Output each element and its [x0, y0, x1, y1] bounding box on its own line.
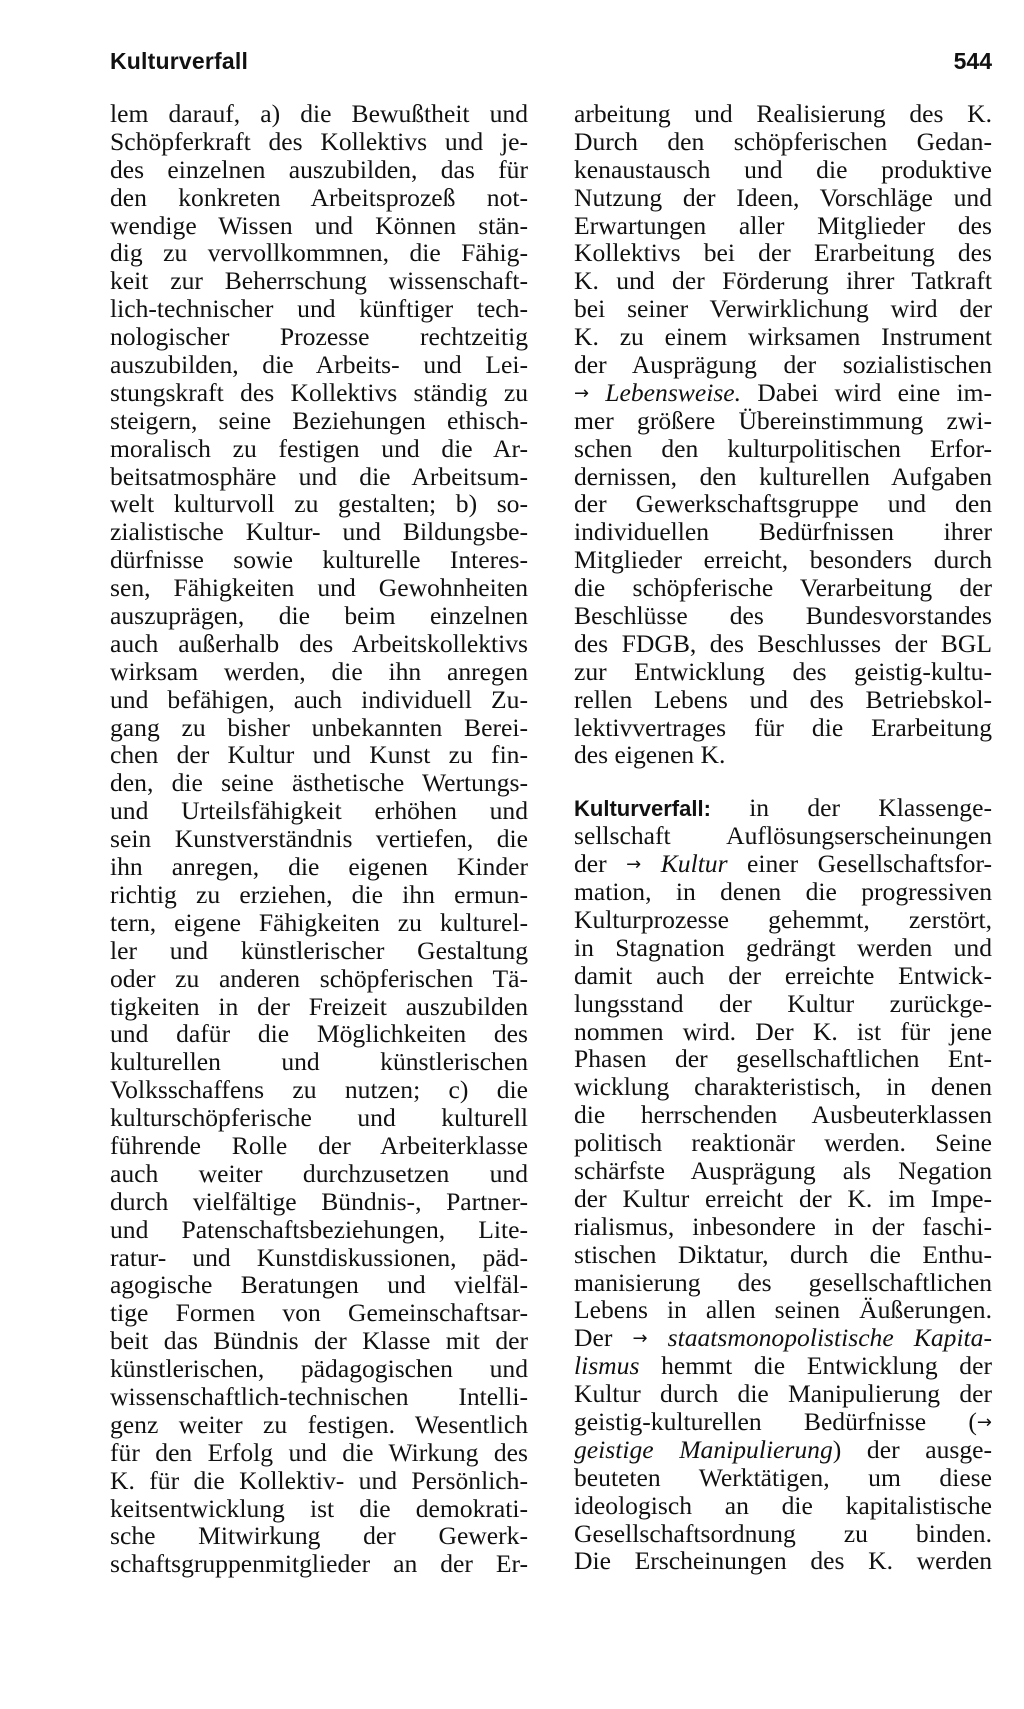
text-line: kenaustausch und die produktive	[574, 154, 992, 184]
text-line: der Ausprägung der sozialistischen	[574, 350, 992, 380]
text-line: wendige Wissen und Können stän-	[110, 210, 528, 240]
entry-kulturverfall	[574, 794, 992, 1575]
text-line: geistig-kulturellen Bedürfnisse (→	[574, 1406, 992, 1436]
text-line: lektivvertrages für die Erarbeitung	[574, 712, 992, 742]
text-line: geistige Manipulierung) der ausge-	[574, 1434, 993, 1464]
entry-gap	[574, 769, 992, 794]
text-line: arbeitung und Realisierung des K.	[574, 99, 992, 128]
text-line: die herrschenden Ausbeuterklassen	[574, 1100, 992, 1130]
text-line: Mitglieder erreicht, besonders durch	[574, 545, 992, 575]
text-line: für den Erfolg und die Wirkung des	[110, 1437, 528, 1467]
text-line: wirksam werden, die ihn anregen	[110, 656, 528, 686]
cross-reference-smk: staatsmonopolistische Kapita-	[667, 1323, 992, 1353]
text-line: keit zur Beherrschung wissenschaft-	[110, 266, 528, 296]
text-line: richtig zu erziehen, die ihn ermun-	[110, 879, 528, 909]
text-line: der → Kultur einer Gesellschaftsfor-	[574, 849, 992, 879]
cross-reference-arrow-icon: →	[574, 382, 590, 404]
text-line: auszubilden, die Arbeits- und Lei-	[110, 350, 528, 380]
text-line: der Kultur erreicht der K. im Impe-	[574, 1183, 992, 1213]
text-line: wicklung charakteristisch, in denen	[574, 1072, 992, 1102]
running-head	[110, 48, 992, 80]
text-line: Lebens in allen seinen Äußerungen.	[574, 1295, 992, 1325]
cross-reference-arrow-icon: →	[632, 1328, 648, 1350]
text-line: beitsatmosphäre und die Arbeitsum-	[110, 461, 528, 491]
page-number: 544	[953, 48, 992, 74]
right-column	[574, 100, 992, 1575]
text-line: den konkreten Arbeitsprozeß not-	[110, 182, 528, 212]
text-line: zur Entwicklung des geistig-kultu-	[574, 656, 992, 686]
text-line: schen den kulturpolitischen Erfor-	[574, 433, 992, 463]
text-line: sein Kunstverständnis vertiefen, die	[110, 824, 528, 854]
text-line: dernissen, den kulturellen Aufgaben	[574, 461, 992, 491]
text-line: Kulturprozesse gehemmt, zerstört,	[574, 904, 992, 934]
text-line: tern, eigene Fähigkeiten zu kulturel-	[110, 907, 528, 937]
text-line: beit das Bündnis der Klasse mit der	[110, 1326, 528, 1356]
text-line: ler und künstlerischer Gestaltung	[110, 935, 528, 965]
text-line: Schöpferkraft des Kollektivs und je-	[110, 126, 528, 156]
cross-reference-kultur: Kultur	[660, 849, 728, 879]
text-line: ihn anregen, die eigenen Kinder	[110, 852, 528, 882]
text-line: steigern, seine Beziehungen ethisch-	[110, 405, 528, 435]
text-line: Phasen der gesellschaftlichen Ent-	[574, 1044, 992, 1074]
cross-reference-lebensweise: Lebensweise.	[605, 377, 742, 407]
text-line: Der → staatsmonopolistische Kapita-	[574, 1323, 992, 1353]
text-line: bei seiner Verwirklichung wird der	[574, 294, 992, 324]
text-line: des eigenen K.	[574, 740, 726, 770]
text-line: sche Mitwirkung der Gewerk-	[110, 1521, 528, 1551]
cross-reference-arrow-icon: →	[626, 854, 642, 876]
text-line: Beschlüsse des Bundesvorstandes	[574, 601, 992, 631]
text-line: tigkeiten in der Freizeit auszubilden	[110, 991, 528, 1021]
text-line: gang zu bisher unbekannten Berei-	[110, 712, 528, 742]
text-line: moralisch zu festigen und die Ar-	[110, 433, 528, 463]
text-line: oder zu anderen schöpferischen Tä-	[110, 963, 528, 993]
text-line: wissenschaftlich-technischen Intelli-	[110, 1381, 528, 1411]
cross-reference-smk-cont: lismus	[574, 1351, 640, 1381]
text-line: Durch den schöpferischen Gedan-	[574, 126, 992, 156]
text-line: der Gewerkschaftsgruppe und den	[574, 489, 992, 519]
text-line: dürfnisse sowie kulturelle Interes-	[110, 545, 528, 575]
text-line: und Patenschaftsbeziehungen, Lite-	[110, 1214, 528, 1244]
text-line: rialismus, inbesondere in der faschi-	[574, 1211, 992, 1241]
left-column	[110, 100, 528, 1578]
text-line: nologischer Prozesse rechtzeitig	[110, 322, 528, 352]
entry-headword: Kulturverfall:	[574, 796, 711, 822]
text-line: des FDGB, des Beschlusses der BGL	[574, 628, 992, 658]
text-line: genz weiter zu festigen. Wesentlich	[110, 1409, 528, 1439]
text-line: beuteten Werktätigen, um diese	[574, 1462, 992, 1492]
text-line: sellschaft Auflösungserscheinungen	[574, 821, 992, 851]
text-line: und dafür die Möglichkeiten des	[110, 1019, 528, 1049]
text-line: auch außerhalb des Arbeitskollektivs	[110, 628, 528, 658]
text-line: tige Formen von Gemeinschaftsar-	[110, 1298, 528, 1328]
text-line: Nutzung der Ideen, Vorschläge und	[574, 182, 992, 212]
text-line: Volksschaffens zu nutzen; c) die	[110, 1075, 528, 1105]
text-line: sen, Fähigkeiten und Gewohnheiten	[110, 573, 528, 603]
text-line: durch vielfältige Bündnis-, Partner-	[110, 1186, 528, 1216]
entry-body	[574, 878, 992, 1324]
text-line: Die Erscheinungen des K. werden	[574, 1546, 992, 1576]
text-line: die schöpferische Verarbeitung der	[574, 573, 992, 603]
text-line: zialistische Kultur- und Bildungsbe-	[110, 517, 528, 547]
text-line: in Stagnation gedrängt werden und	[574, 932, 992, 962]
text-line: K. und der Förderung ihrer Tatkraft	[574, 266, 992, 296]
right-column-continuation	[574, 100, 992, 379]
text-line: Kulturverfall: in der Klassenge-	[574, 793, 992, 823]
text-line: rellen Lebens und des Betriebskol-	[574, 684, 992, 714]
text-line: politisch reaktionär werden. Seine	[574, 1128, 992, 1158]
right-column-continuation-end	[574, 407, 992, 770]
text-line: K. für die Kollektiv- und Persönlich-	[110, 1465, 528, 1495]
text-line: stungskraft des Kollektivs ständig zu	[110, 377, 528, 407]
text-line: auszuprägen, die beim einzelnen	[110, 601, 528, 631]
text-line: lich-technischer und künftiger tech-	[110, 294, 528, 324]
text-line: welt kulturvoll zu gestalten; b) so-	[110, 489, 528, 519]
text-line: lismus hemmt die Entwicklung der	[574, 1351, 992, 1381]
cross-reference-geistige-manipulierung: geistige Manipulierung	[574, 1434, 833, 1464]
text-line: schärfste Ausprägung als Negation	[574, 1155, 992, 1185]
text-line: individuellen Bedürfnissen ihrer	[574, 517, 992, 547]
text-line: und befähigen, auch individuell Zu-	[110, 684, 528, 714]
text-line: den, die seine ästhetische Wertungs-	[110, 768, 528, 798]
text-line: manisierung des gesellschaftlichen	[574, 1267, 992, 1297]
text-line: führende Rolle der Arbeiterklasse	[110, 1130, 528, 1160]
cross-reference-arrow-icon: →	[976, 1411, 992, 1433]
text-line: kulturellen und künstlerischen	[110, 1047, 528, 1077]
text-line: K. zu einem wirksamen Instrument	[574, 322, 992, 352]
text-line: → Lebensweise. Dabei wird eine im-	[574, 377, 992, 407]
text-line: chen der Kultur und Kunst zu fin-	[110, 740, 528, 770]
text-line: künstlerischen, pädagogischen und	[110, 1354, 528, 1384]
text-line: des einzelnen auszubilden, das für	[110, 154, 528, 184]
text-line: Gesellschaftsordnung zu binden.	[574, 1518, 992, 1548]
text-line: ratur- und Kunstdiskussionen, päd-	[110, 1242, 528, 1272]
text-line: stischen Diktatur, durch die Enthu-	[574, 1239, 992, 1269]
text-line: lem darauf, a) die Bewußtheit und	[110, 99, 528, 128]
text-line: Kultur durch die Manipulierung der	[574, 1379, 992, 1409]
text-line: Erwartungen aller Mitglieder des	[574, 210, 992, 240]
text-line: nommen wird. Der K. ist für jene	[574, 1016, 992, 1046]
text-line: agogische Beratungen und vielfäl-	[110, 1270, 528, 1300]
text-line: damit auch der erreichte Entwick-	[574, 960, 992, 990]
text-line: keitsentwicklung ist die demokrati-	[110, 1493, 528, 1523]
text-line: Kollektivs bei der Erarbeitung des	[574, 238, 992, 268]
running-head-title: Kulturverfall	[110, 48, 249, 74]
text-line: ideologisch an die kapitalistische	[574, 1490, 992, 1520]
text-line: auch weiter durchzusetzen und	[110, 1158, 528, 1188]
text-line: mer größere Übereinstimmung zwi-	[574, 405, 992, 435]
text-line: mation, in denen die progressiven	[574, 877, 992, 907]
text-line: kulturschöpferische und kulturell	[110, 1103, 528, 1133]
entry-body-end	[574, 1464, 992, 1576]
text-line: und Urteilsfähigkeit erhöhen und	[110, 796, 528, 826]
text-line: lungsstand der Kultur zurückge-	[574, 988, 992, 1018]
text-line: schaftsgruppenmitglieder an der Er-	[110, 1549, 528, 1579]
text-line: dig zu vervollkommnen, die Fähig-	[110, 238, 528, 268]
